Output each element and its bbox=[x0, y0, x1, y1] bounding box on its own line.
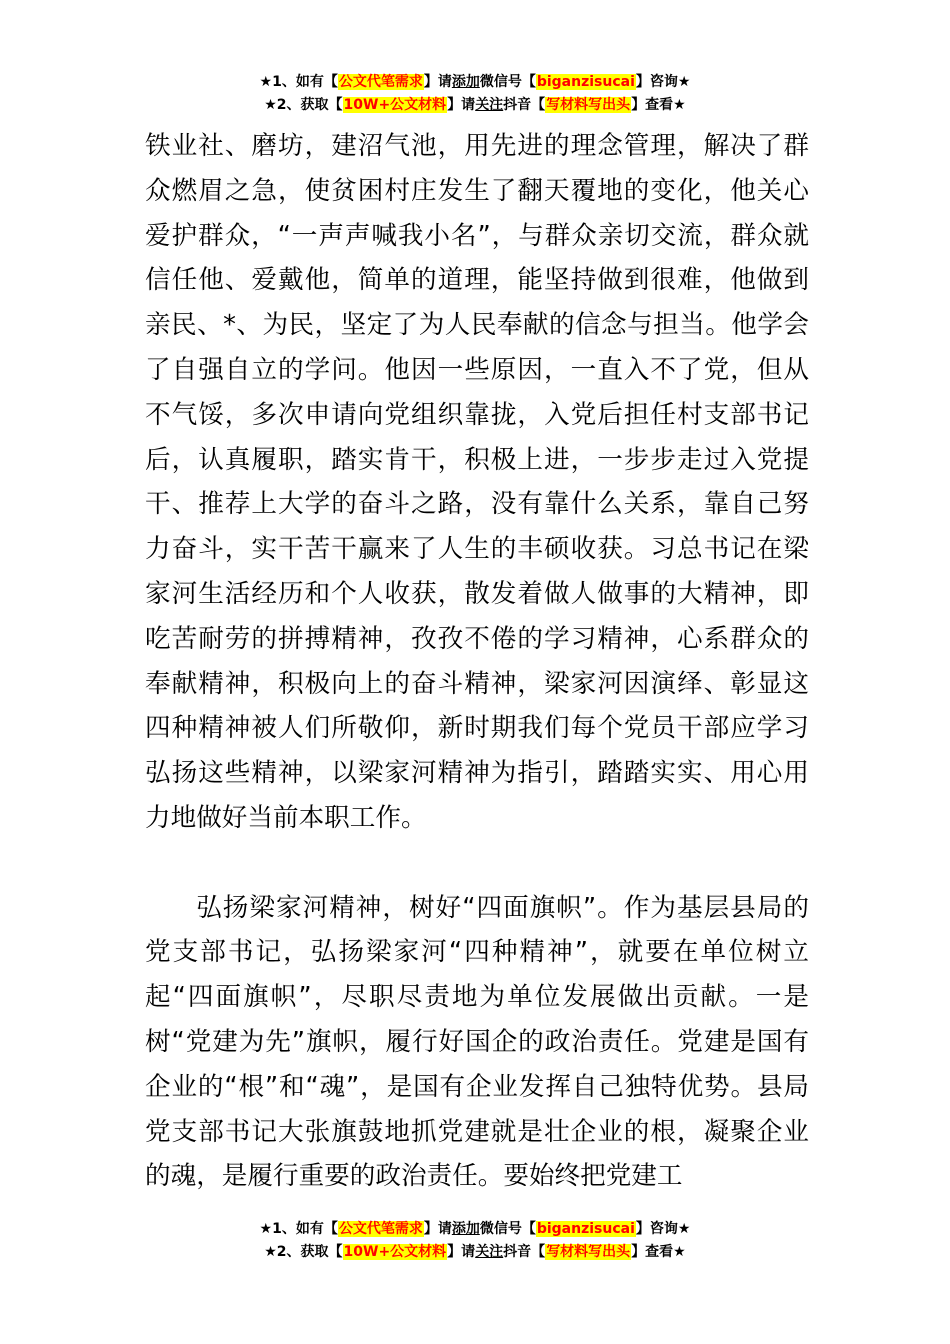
footer-line2-underline: 关注 bbox=[475, 1244, 504, 1260]
header-line1-highlight-service: 公文代笔需求 bbox=[338, 74, 423, 90]
footer-banner bbox=[0, 1218, 950, 1264]
footer-line1-prefix: ★1、如有【 bbox=[259, 1221, 338, 1237]
header-line2-underline: 关注 bbox=[475, 97, 504, 113]
body-paragraph-1: 铁业社、磨坊，建沼气池，用先进的理念管理，解决了群众燃眉之急，使贫困村庄发生了翻天覆地的变化，他关心爱护群众，“一声声喊我小名”，与群众亲切交流，群众就信任他、爱戴他，简单的道理，能坚持做到很难，他做到亲民、*、为民，坚定了为人民奉献的信念与担当。他学会了自强自立的学问。他因一些原因，一直入不了党，但从不气馁，多次申请向党组织靠拢，入党后担任村支部书记后，认真履职，踏实肯干，积极上进，一步步走过入党提干、推荐上大学的奋斗之路，没有靠什么关系，靠自己努力奋斗，实干苦干赢来了人生的丰硕收获。习总书记在梁家河生活经历和个人收获，散发着做人做事的大精神，即吃苦耐劳的拼搏精神，孜孜不倦的学习精神，心系群众的奉献精神，积极向上的奋斗精神，梁家河因演绎、彰显这四种精神被人们所敬仰，新时期我们每个党员干部应学习弘扬这些精神，以梁家河精神为指引，踏踏实实、用心用力地做好当前本职工作。 bbox=[145, 131, 809, 833]
header-line1-prefix: ★1、如有【 bbox=[259, 74, 338, 90]
header-line2-middle2: 抖音【 bbox=[503, 97, 546, 113]
footer-line2-highlight-materials: 10W+公文材料 bbox=[343, 1244, 447, 1260]
document-body bbox=[145, 124, 809, 1199]
footer-line2-middle1: 】请 bbox=[447, 1244, 476, 1260]
header-line2-suffix: 】查看★ bbox=[631, 97, 686, 113]
header-line1-highlight-wechat: biganzisucai bbox=[536, 74, 635, 90]
header-banner-line1 bbox=[0, 71, 950, 94]
footer-line1-middle2: 微信号【 bbox=[479, 1221, 536, 1237]
footer-line1-highlight-wechat: biganzisucai bbox=[536, 1221, 635, 1237]
header-line1-middle2: 微信号【 bbox=[479, 74, 536, 90]
footer-line1-middle1: 】请 bbox=[423, 1221, 452, 1237]
header-line2-prefix: ★2、获取【 bbox=[264, 97, 343, 113]
footer-banner-line1 bbox=[0, 1218, 950, 1241]
footer-line1-underline: 添加 bbox=[451, 1221, 480, 1237]
header-banner bbox=[0, 71, 950, 117]
footer-line2-highlight-douyin: 写材料写出头 bbox=[546, 1244, 631, 1260]
header-line2-highlight-materials: 10W+公文材料 bbox=[343, 97, 447, 113]
header-line2-middle1: 】请 bbox=[447, 97, 476, 113]
header-line1-middle1: 】请 bbox=[423, 74, 452, 90]
header-line1-suffix: 】咨询★ bbox=[635, 74, 691, 90]
footer-line2-middle2: 抖音【 bbox=[503, 1244, 546, 1260]
footer-line1-suffix: 】咨询★ bbox=[635, 1221, 691, 1237]
footer-line2-suffix: 】查看★ bbox=[631, 1244, 686, 1260]
header-banner-line2 bbox=[0, 94, 950, 117]
footer-line1-highlight-service: 公文代笔需求 bbox=[338, 1221, 423, 1237]
footer-banner-line2 bbox=[0, 1241, 950, 1264]
footer-line2-prefix: ★2、获取【 bbox=[264, 1244, 343, 1260]
header-line2-highlight-douyin: 写材料写出头 bbox=[546, 97, 631, 113]
body-paragraph-2: 弘扬梁家河精神，树好“四面旗帜”。作为基层县局的党支部书记，弘扬梁家河“四种精神”，就要在单位树立起“四面旗帜”，尽职尽责地为单位发展做出贡献。一是树“党建为先”旗帜，履行好国企的政治责任。党建是国有企业的“根”和“魂”，是国有企业发挥自己独特优势。县局党支部书记大张旗鼓地抓党建就是壮企业的根，凝聚企业的魂，是履行重要的政治责任。要始终把党建工 bbox=[145, 892, 809, 1192]
header-line1-underline: 添加 bbox=[451, 74, 480, 90]
